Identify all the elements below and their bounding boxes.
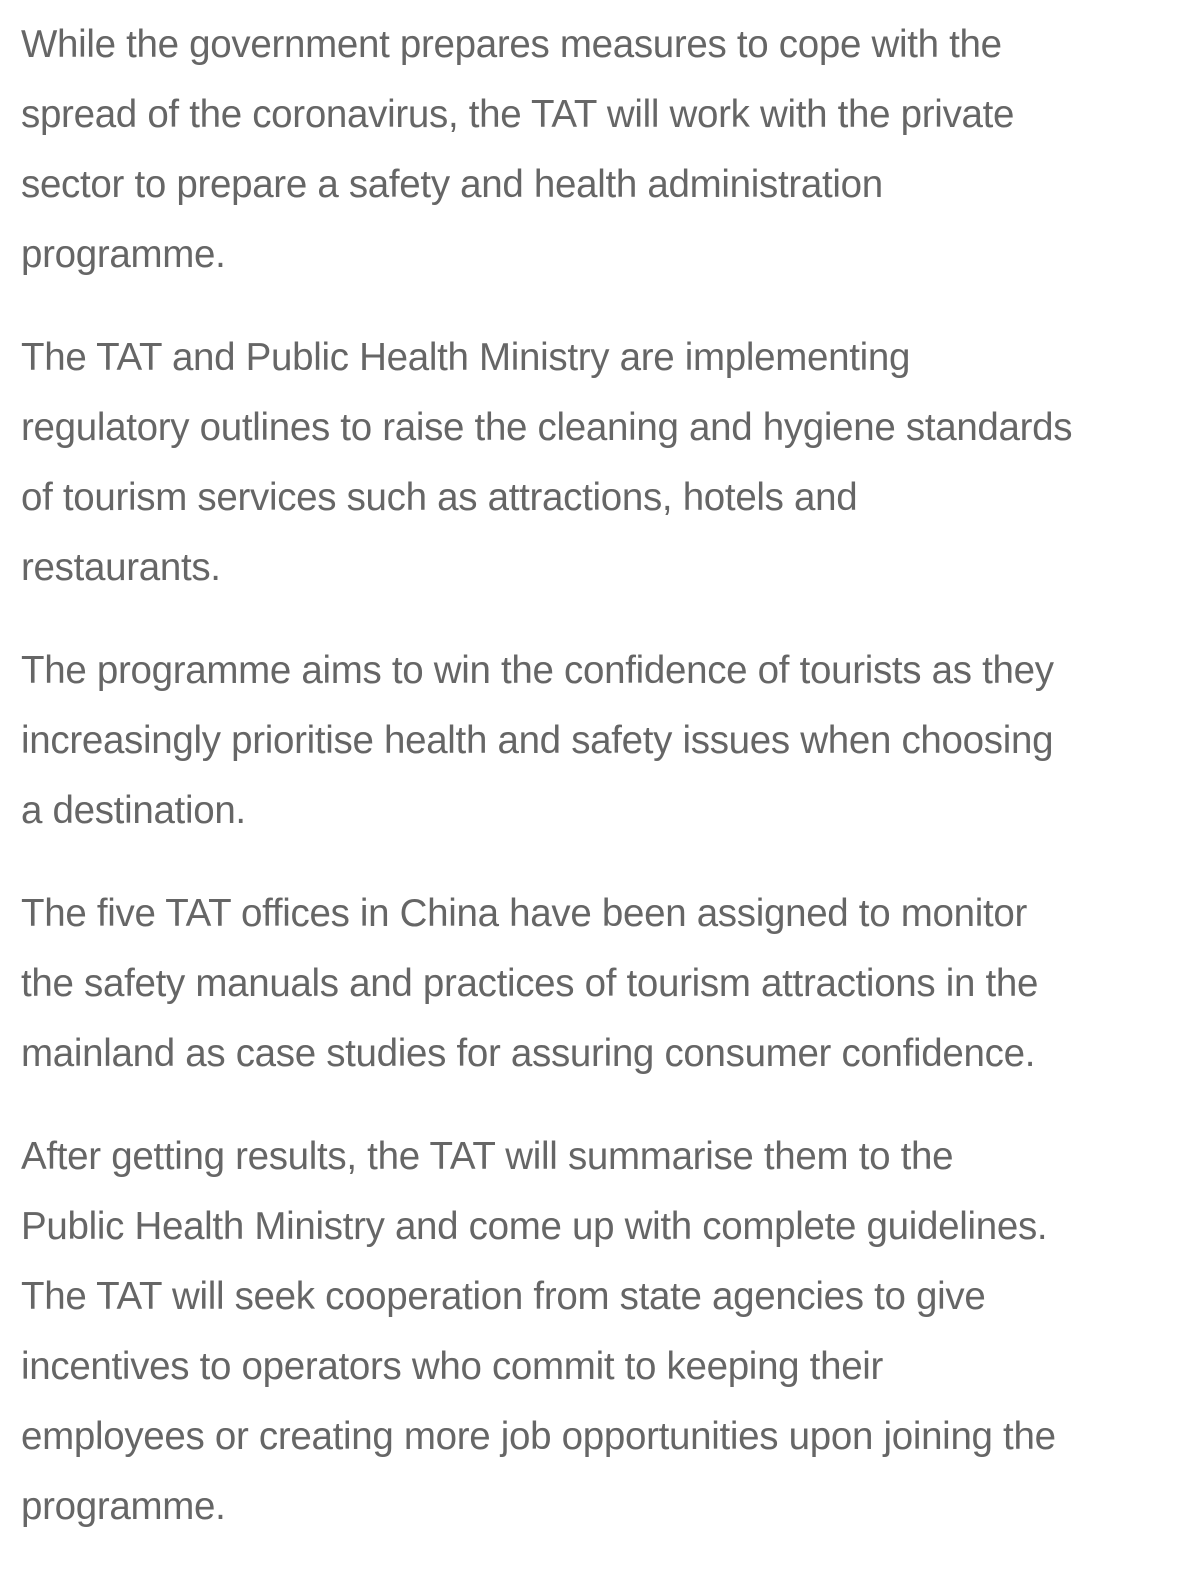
text-line: sector to prepare a safety and health administration: [21, 163, 883, 206]
text-line: restaurants.: [21, 546, 221, 589]
text-line: regulatory outlines to raise the cleaning and hygiene standards: [21, 406, 1073, 449]
text-line: The programme aims to win the confidence of tourists as they: [21, 649, 1054, 692]
text-line: After getting results, the TAT will summarise them to the: [21, 1135, 954, 1178]
text-line: employees or creating more job opportunities upon joining the: [21, 1415, 1056, 1458]
text-line: While the government prepares measures to cope with the: [21, 23, 1002, 66]
text-line: The TAT will seek cooperation from state agencies to give: [21, 1275, 986, 1318]
text-line: Public Health Ministry and come up with complete guidelines.: [21, 1205, 1048, 1248]
text-line: programme.: [21, 1485, 226, 1528]
text-line: The TAT and Public Health Ministry are implementing: [21, 336, 911, 379]
paragraph-1: [21, 10, 1186, 290]
text-line: programme.: [21, 233, 226, 276]
article-body: [21, 10, 1186, 1575]
paragraph-4: [21, 879, 1186, 1089]
text-line: a destination.: [21, 789, 246, 832]
text-line: mainland as case studies for assuring consumer confidence.: [21, 1032, 1036, 1075]
text-line: of tourism services such as attractions, hotels and: [21, 476, 858, 519]
text-line: the safety manuals and practices of tourism attractions in the: [21, 962, 1039, 1005]
text-line: incentives to operators who commit to keeping their: [21, 1345, 884, 1388]
text-line: spread of the coronavirus, the TAT will work with the private: [21, 93, 1015, 136]
text-line: increasingly prioritise health and safety issues when choosing: [21, 719, 1054, 762]
paragraph-5: [21, 1122, 1186, 1542]
paragraph-2: [21, 323, 1186, 603]
paragraph-3: [21, 636, 1186, 846]
text-line: The five TAT offices in China have been assigned to monitor: [21, 892, 1027, 935]
